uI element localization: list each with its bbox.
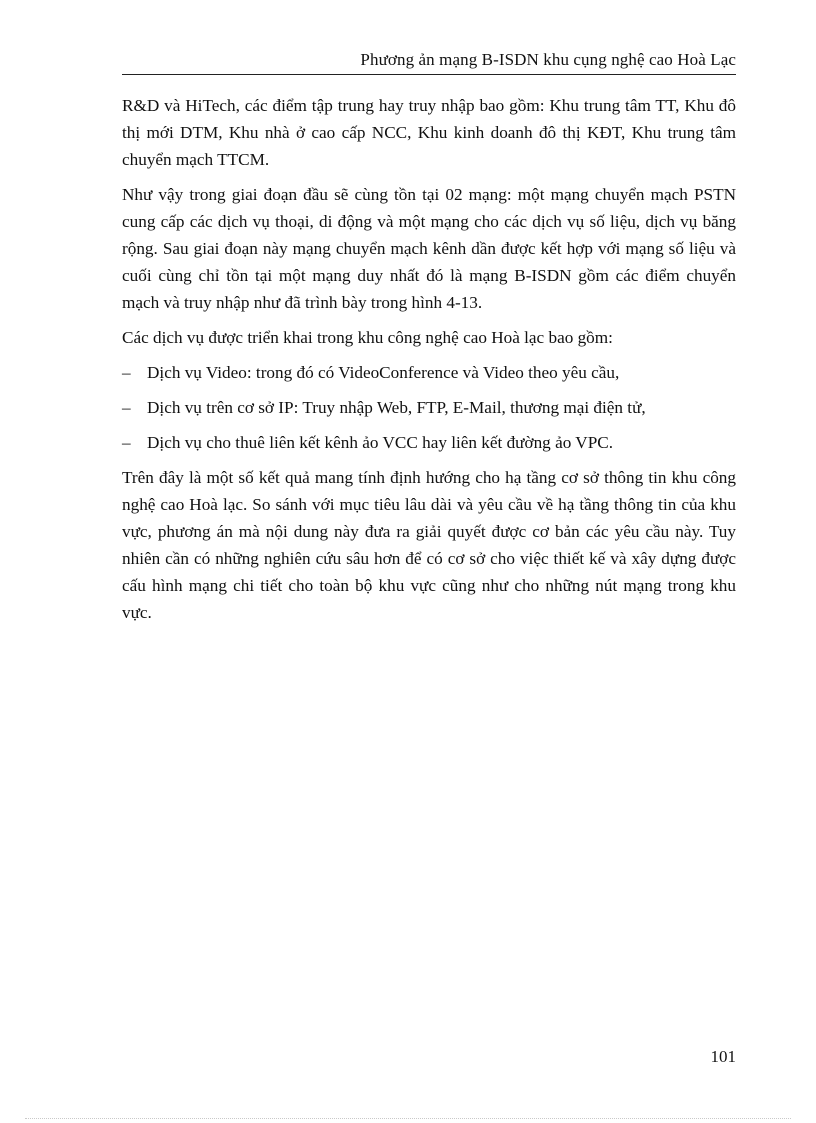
bullet-dash: –	[122, 363, 131, 382]
paragraph-intro: R&D và HiTech, các điểm tập trung hay truy nhập bao gồm: Khu trung tâm TT, Khu đô thị mới DTM, Khu nhà ở cao cấp NCC, Khu kinh doanh đô thị KĐT, Khu trung tâm chuyển mạch TTCM.	[122, 96, 736, 169]
services-list	[122, 359, 736, 456]
list-item-text: Dịch vụ trên cơ sở IP: Truy nhập Web, FTP, E-Mail, thương mại điện tử,	[147, 398, 646, 417]
header-divider	[122, 74, 736, 75]
list-item	[122, 394, 736, 421]
list-item-text: Dịch vụ cho thuê liên kết kênh ảo VCC hay liên kết đường ảo VPC.	[147, 433, 614, 452]
page-number: 101	[710, 1047, 736, 1066]
bullet-dash: –	[122, 433, 131, 452]
paragraph-networks: Như vậy trong giai đoạn đầu sẽ cùng tồn tại 02 mạng: một mạng chuyển mạch PSTN cung cấp các dịch vụ thoại, di động và một mạng cho các dịch vụ số liệu, dịch vụ băng rộng. Sau giai đoạn này mạng chuyển mạch kênh dần được kết hợp với mạng số liệu và cuối cùng chỉ tồn tại một mạng duy nhất đó là mạng B-ISDN gồm các điểm chuyển mạch và truy nhập như đã trình bày trong hình 4-13.	[122, 185, 736, 312]
paragraph-conclusion: Trên đây là một số kết quả mang tính định hướng cho hạ tầng cơ sở thông tin khu công nghệ cao Hoà lạc. So sánh với mục tiêu lâu dài và yêu cầu về hạ tầng thông tin của khu vực, phương án mà nội dung này đưa ra giải quyết được cơ bản các yêu cầu này. Tuy nhiên cần có những nghiên cứu sâu hơn để có cơ sở cho việc thiết kế và xây dựng được cấu hình mạng chi tiết cho toàn bộ khu vực cũng như cho những nút mạng trong khu vực.	[122, 468, 736, 622]
list-item	[122, 359, 736, 386]
running-header-title: Phương ản mạng B-ISDN khu cụng nghệ cao Hoà Lạc	[360, 50, 736, 69]
list-item-text: Dịch vụ Video: trong đó có VideoConference và Video theo yêu cầu,	[147, 363, 620, 382]
paragraph-services-intro: Các dịch vụ được triển khai trong khu công nghệ cao Hoà lạc bao gồm:	[122, 328, 613, 347]
bullet-dash: –	[122, 398, 131, 417]
list-item	[122, 429, 736, 456]
bottom-dotted-divider	[25, 1118, 791, 1119]
body-text	[122, 92, 736, 634]
